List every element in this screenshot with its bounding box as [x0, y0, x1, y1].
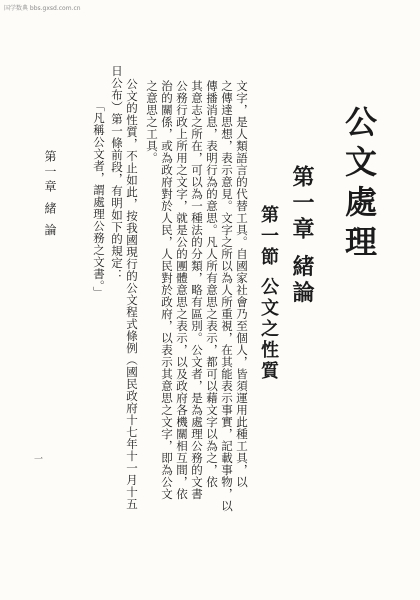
running-header: 第一章 緒 論	[43, 150, 57, 239]
body-column: 文字，是人類語言的代替工具。自國家社會乃至個人，皆須運用此種工具，以	[235, 80, 249, 488]
body-column: 其意志之所在，可以為一種法的分類，略有區別。公文者，是為處理公務的文書	[190, 80, 204, 500]
watermark: 国学数典 bbs.gxsd.com.cn	[4, 5, 81, 12]
body-column: 公務行政上所用之文字，就是公的團體意思之表示，以及政府各機關相互間，依	[175, 80, 189, 500]
closing-paragraph-line: 公文的性質，不止如此，按我國現行的公文程式條例（國民政府十七年十一月十五	[125, 78, 139, 510]
body-column: 治的關係，或為政府對於人民，人民對於政府，以表示其意思之文字，即為公文	[160, 80, 174, 500]
body-column: 之傳達思想，表示意見。文字之所以為人所重視，在其能表示事實，記載事物，以	[220, 80, 234, 512]
section-title: 第一節 公文之性質	[258, 205, 279, 383]
book-title: 公文處理	[340, 105, 378, 265]
closing-paragraph-line: 日公布）第一條前段，有明如下的規定：	[110, 65, 124, 281]
body-column: 之意思之工具。	[145, 80, 159, 164]
quoted-definition: 「凡稱公文者，謂處理公務之文書。」	[92, 100, 106, 299]
body-column: 傳播消息，表明行為的意思。凡人所有意思之表示，都可以藉文字以為之，依	[205, 80, 219, 488]
chapter-title: 第一章 緒論	[289, 165, 315, 307]
page-number: 一	[34, 455, 44, 465]
